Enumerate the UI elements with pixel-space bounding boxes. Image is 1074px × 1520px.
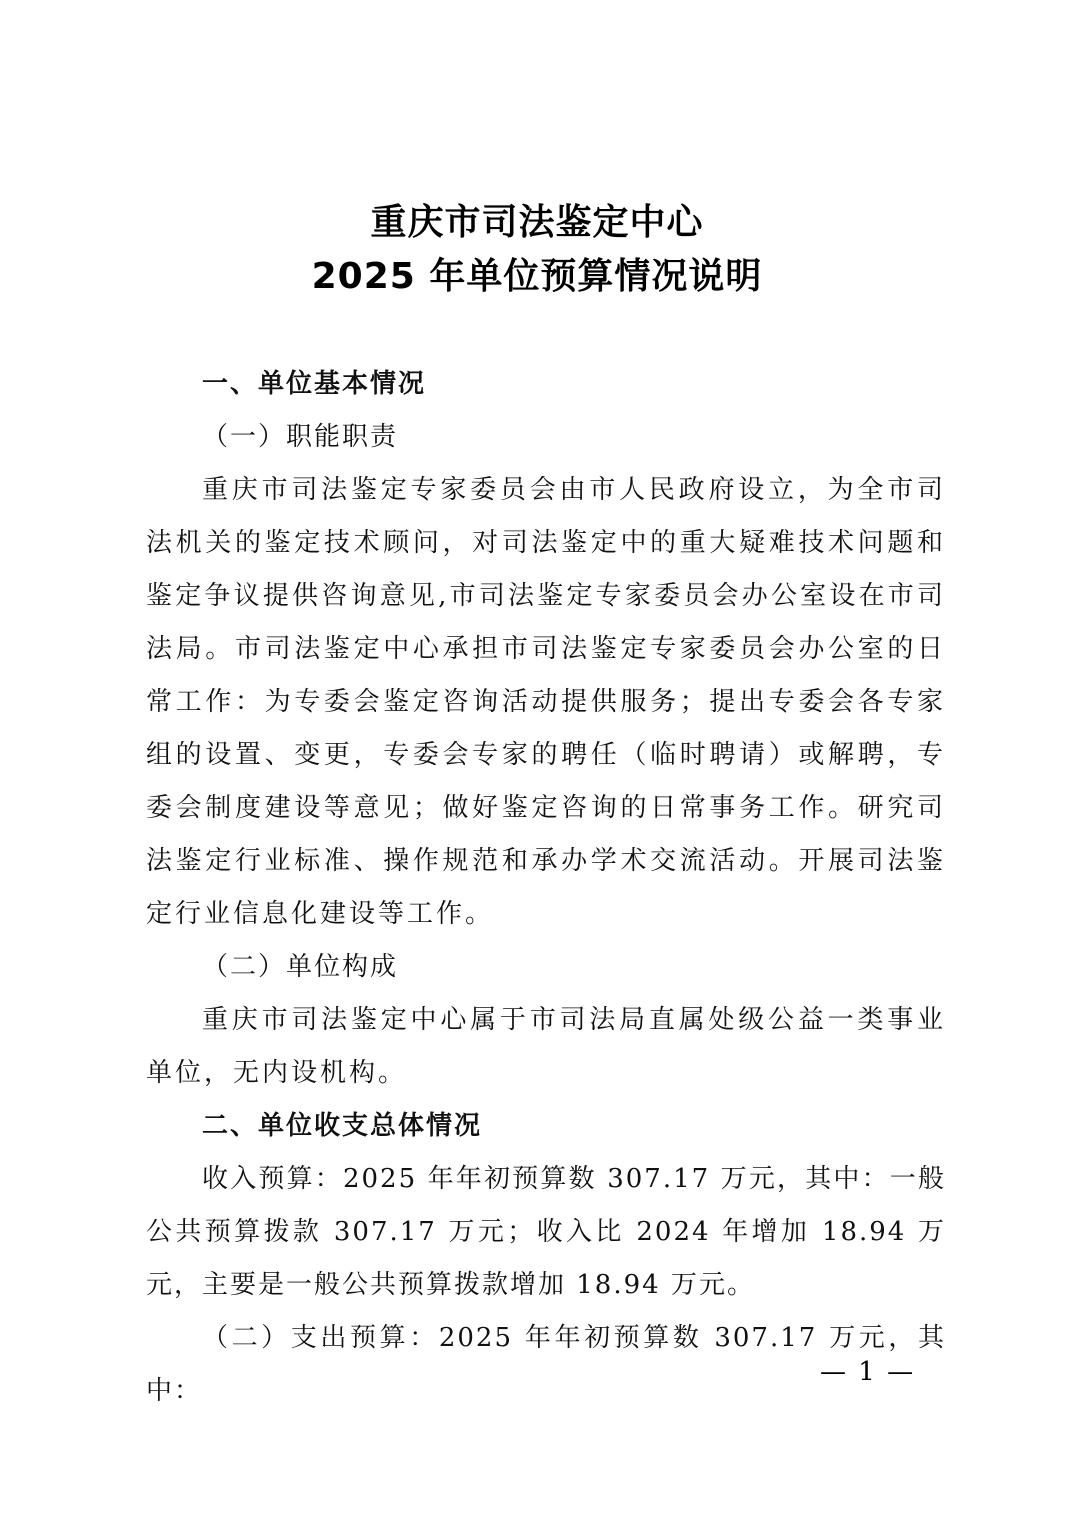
document-title-line1: 重庆市司法鉴定中心 [370, 202, 704, 243]
section2-heading: 二、单位收支总体情况 [202, 1111, 483, 1141]
document-body [146, 358, 946, 1418]
sub2-heading: （二）单位构成 [202, 952, 399, 982]
sub1-heading: （一）职能职责 [202, 422, 399, 452]
sub1-paragraph: 重庆市司法鉴定专家委员会由市人民政府设立，为全市司法机关的鉴定技术顾问，对司法鉴定中的重大疑难技术问题和鉴定争议提供咨询意见,市司法鉴定专家委员会办公室设在市司法局。市司法鉴定中心承担市司法鉴定专家委员会办公室的日常工作：为专委会鉴定咨询活动提供服务；提出专委会各专家组的设置、变更，专委会专家的聘任（临时聘请）或解聘，专委会制度建设等意见；做好鉴定咨询的日常事务工作。研究司法鉴定行业标准、操作规范和承办学术交流活动。开展司法鉴定行业信息化建设等工作。 [146, 475, 946, 929]
document-title-line2: 2025 年单位预算情况说明 [311, 256, 763, 297]
expense-paragraph: （二）支出预算：2025 年年初预算数 307.17 万元，其中： [146, 1323, 946, 1406]
sub2-paragraph: 重庆市司法鉴定中心属于市司法局直属处级公益一类事业单位，无内设机构。 [146, 1005, 946, 1088]
income-paragraph: 收入预算：2025 年年初预算数 307.17 万元，其中：一般公共预算拨款 307.17 万元；收入比 2024 年增加 18.94 万元，主要是一般公共预算拨款增加 18.94 万元。 [146, 1164, 946, 1300]
page-number: — 1 — [820, 1357, 916, 1387]
section1-heading: 一、单位基本情况 [202, 369, 427, 399]
